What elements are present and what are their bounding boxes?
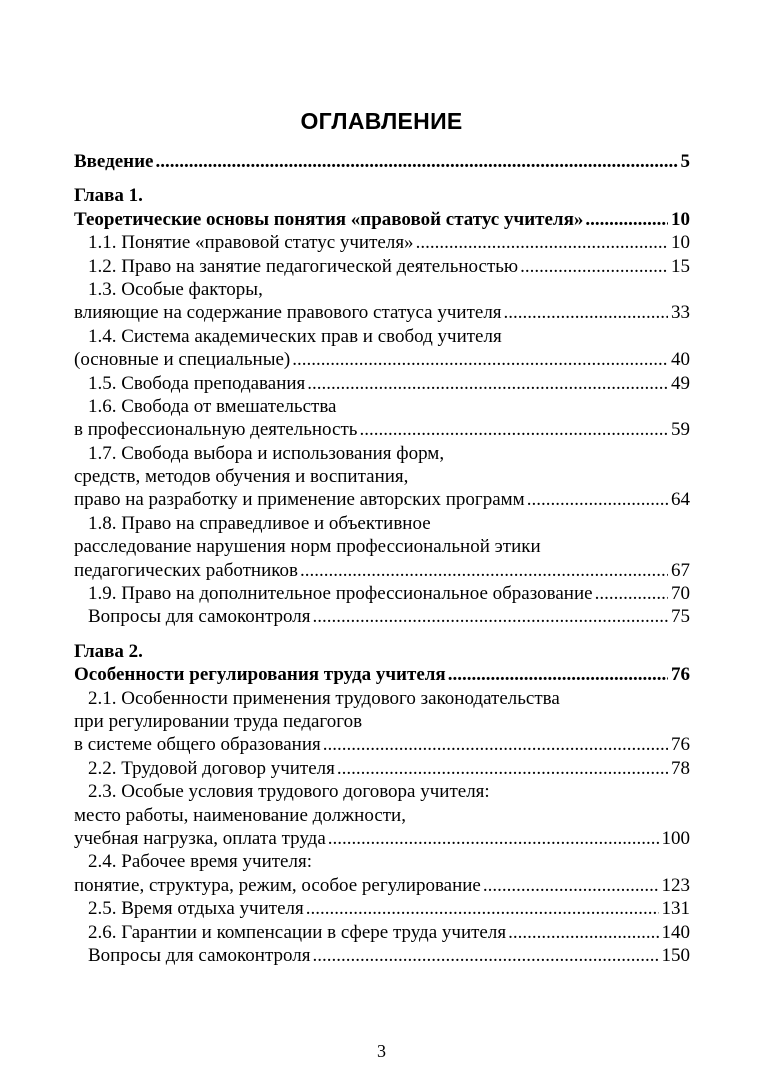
toc-page-number: 10 (671, 232, 690, 254)
toc-page-number: 64 (671, 489, 690, 511)
toc-entry-1-7-line: 1.7. Свобода выбора и использования форм, (88, 442, 445, 464)
toc-page-number: 59 (671, 419, 690, 441)
toc-entry-2-3[interactable]: учебная нагрузка, оплата труда ..... 100 (74, 827, 690, 850)
dot-leader (312, 944, 658, 967)
toc-entry-1-7[interactable]: право на разработку и применение авторских программ ..... 64 (74, 488, 690, 511)
toc-page-number: 76 (671, 734, 690, 756)
toc-entry-questions-1[interactable]: Вопросы для самоконтроля ..... 75 (74, 605, 690, 628)
dot-leader (508, 921, 658, 944)
dot-leader (520, 255, 668, 278)
toc-entry-1-5[interactable]: 1.5. Свобода преподавания ..... 49 (74, 372, 690, 395)
dot-leader (300, 559, 668, 582)
page-number: 3 (377, 1041, 386, 1061)
dot-leader (307, 372, 668, 395)
toc-entry-2-3-line: 2.3. Особые условия трудового договора учителя: (88, 781, 490, 803)
toc-page-number: 70 (671, 583, 690, 605)
toc-entry-questions-2[interactable]: Вопросы для самоконтроля ..... 150 (74, 944, 690, 967)
toc-page-number: 40 (671, 349, 690, 371)
chapter-2-label: Глава 2. (74, 640, 143, 662)
dot-leader (483, 874, 659, 897)
toc-page-number: 100 (661, 827, 690, 849)
toc-entry-1-8[interactable]: педагогических работников ..... 67 (74, 559, 690, 582)
toc-entry-1-9[interactable]: 1.9. Право на дополнительное профессиональное образование ..... 70 (74, 582, 690, 605)
toc-entry-chapter-1[interactable] (74, 208, 690, 231)
toc-entry-2-4[interactable]: понятие, структура, режим, особое регулирование ..... 123 (74, 874, 690, 897)
dot-leader (595, 582, 668, 605)
toc-page-number: 75 (671, 606, 690, 628)
page-title: ОГЛАВЛЕНИЕ (300, 108, 463, 134)
toc-entry-2-2[interactable]: 2.2. Трудовой договор учителя ..... 78 (74, 757, 690, 780)
dot-leader (292, 348, 668, 371)
toc-entry-1-3-line: 1.3. Особые факторы, (88, 278, 263, 300)
toc-entry-title: Теоретические основы понятия «правовой статус учителя» (74, 208, 584, 230)
toc-entry-intro[interactable] (74, 150, 690, 173)
toc-page-number: 150 (661, 944, 690, 966)
toc-page-number: 123 (661, 874, 690, 896)
dot-leader (337, 757, 668, 780)
toc-entry-1-2[interactable]: 1.2. Право на занятие педагогической деятельностью ..... 15 (74, 255, 690, 278)
dot-leader (448, 663, 668, 686)
toc-page-number: 5 (680, 151, 690, 172)
toc-page-number: 49 (671, 372, 690, 394)
toc-page-number: 76 (671, 664, 690, 686)
toc-page-number: 131 (661, 898, 690, 920)
toc-page-number: 67 (671, 559, 690, 581)
toc-entry-2-1-line: 2.1. Особенности применения трудового законодательства (88, 687, 560, 709)
toc-entry-title: Особенности регулирования труда учителя (74, 664, 446, 686)
toc-entry-1-6[interactable]: в профессиональную деятельность ..... 59 (74, 418, 690, 441)
toc-entry-1-4-line: 1.4. Система академических прав и свобод учителя (88, 325, 502, 347)
toc-entry-2-1-line: при регулировании труда педагогов (74, 710, 363, 732)
toc-entry-2-3-line: место работы, наименование должности, (74, 804, 406, 826)
toc-page-number: 78 (671, 757, 690, 779)
toc-page-number: 15 (671, 255, 690, 277)
dot-leader (416, 231, 668, 254)
toc-page-number: 140 (661, 921, 690, 943)
dot-leader (312, 605, 668, 628)
toc-entry-2-5[interactable]: 2.5. Время отдыха учителя ..... 131 (74, 897, 690, 920)
dot-leader (328, 827, 659, 850)
table-of-contents (74, 150, 690, 967)
chapter-1-label: Глава 1. (74, 185, 143, 207)
toc-entry-1-8-line: 1.8. Право на справедливое и объективное (88, 512, 431, 534)
toc-entry-1-3[interactable]: влияющие на содержание правового статуса учителя ..... 33 (74, 301, 690, 324)
dot-leader (156, 150, 678, 173)
dot-leader (359, 418, 668, 441)
dot-leader (323, 733, 668, 756)
toc-entry-1-4[interactable]: (основные и специальные) ..... 40 (74, 348, 690, 371)
dot-leader (585, 208, 668, 231)
dot-leader (504, 301, 668, 324)
dot-leader (527, 488, 668, 511)
toc-entry-1-1[interactable]: 1.1. Понятие «правовой статус учителя» ..... 10 (74, 231, 690, 254)
toc-page-number: 33 (671, 302, 690, 324)
toc-entry-1-6-line: 1.6. Свобода от вмешательства (88, 395, 337, 417)
toc-entry-2-4-line: 2.4. Рабочее время учителя: (88, 851, 312, 873)
dot-leader (306, 897, 659, 920)
toc-entry-title: Введение (74, 151, 154, 172)
toc-page-number: 10 (671, 208, 690, 230)
toc-entry-1-7-line: средств, методов обучения и воспитания, (74, 466, 409, 488)
toc-entry-chapter-2[interactable] (74, 663, 690, 686)
toc-entry-2-1[interactable]: в системе общего образования ..... 76 (74, 733, 690, 756)
toc-entry-1-8-line: расследование нарушения норм профессиональной этики (74, 536, 541, 558)
toc-entry-2-6[interactable]: 2.6. Гарантии и компенсации в сфере труда учителя ..... 140 (74, 921, 690, 944)
